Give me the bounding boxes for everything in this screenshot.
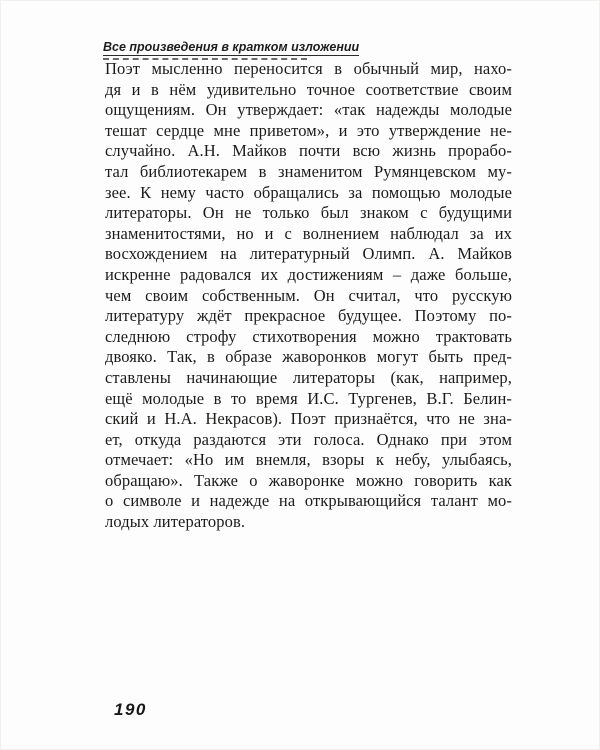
text-line: о символе и надежде на открывающийся талант мо- xyxy=(105,491,512,511)
text-line: обращаю». Также о жаворонке можно говорить как xyxy=(105,470,512,490)
running-header xyxy=(103,38,360,60)
text-line: ет, откуда раздаются эти голоса. Однако при этом xyxy=(105,429,512,449)
text-line: литературу ждёт прекрасное будущее. Поэтому по- xyxy=(105,306,512,326)
running-header-text: Все произведения в кратком изложении xyxy=(103,40,360,54)
text-line: литераторы. Он не только был знаком с будущими xyxy=(105,203,512,223)
text-line: ощущениям. Он утверждает: «так надежды молодые xyxy=(105,100,512,120)
text-line: Поэт мысленно переносится в обычный мир, нахо- xyxy=(105,59,512,78)
text-line: случайно. А.Н. Майков почти всю жизнь прорабо- xyxy=(105,141,512,161)
page-number: 190 xyxy=(114,700,147,719)
text-line: ставлены начинающие литераторы (как, например, xyxy=(105,367,512,387)
text-line: отмечает: «Но им внемля, взоры к небу, улыбаясь, xyxy=(105,450,512,470)
body-paragraph xyxy=(105,59,512,533)
text-line: лодых литераторов. xyxy=(105,512,246,532)
text-line: знаменитостями, но и с волнением наблюдал за их xyxy=(105,223,512,243)
text-line: двояко. Так, в образе жаворонков могут быть пред- xyxy=(105,347,512,367)
text-line: ещё молодые в то время И.С. Тургенев, В.Г. Белин- xyxy=(105,388,512,408)
text-line: искренне радовался их достижениям – даже больше, xyxy=(105,264,512,284)
text-line: чем своим собственным. Он считал, что русскую xyxy=(105,285,512,305)
text-line: тешат сердце мне приветом», и это утверждение не- xyxy=(105,120,512,140)
text-line: зее. К нему часто обращались за помощью молодые xyxy=(105,182,512,202)
text-line: дя и в нём удивительно точное соответствие своим xyxy=(105,79,512,99)
text-line: восхождением на литературный Олимп. А. Майков xyxy=(105,244,512,264)
text-line: следнюю строфу стихотворения можно трактовать xyxy=(105,326,512,346)
text-line: тал библиотекарем в знаменитом Румянцевском му- xyxy=(105,161,512,181)
text-line: ский и Н.А. Некрасов). Поэт признаётся, что не зна- xyxy=(105,409,512,429)
